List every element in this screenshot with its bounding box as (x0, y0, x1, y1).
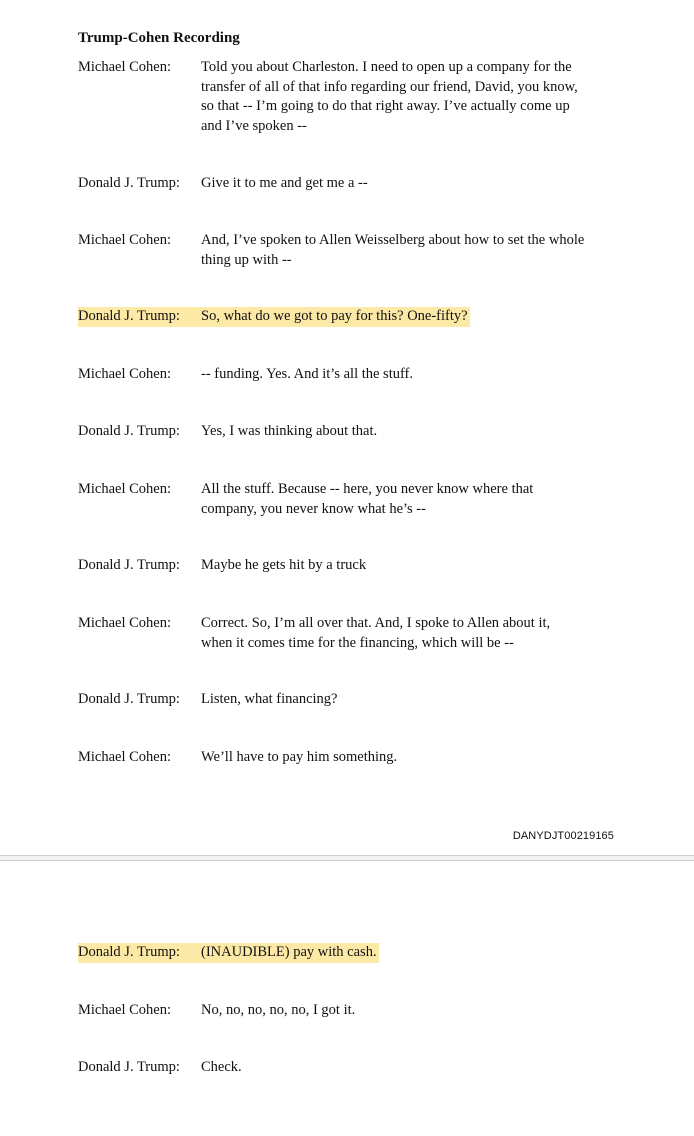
transcript-turn (78, 174, 618, 194)
utterance-line: Give it to me and get me a -- (201, 175, 368, 191)
bates-number: DANYDJT00219165 (512, 830, 614, 842)
transcript-turn (78, 1058, 618, 1078)
document-title: Trump-Cohen Recording (78, 30, 240, 46)
speaker-name: Donald J. Trump: (78, 944, 180, 960)
utterance-line: transfer of all of that info regarding our friend, David, you know, (201, 78, 578, 95)
utterance-line: and I’ve spoken -- (201, 117, 307, 134)
transcript-turn (78, 748, 618, 768)
speaker-name: Michael Cohen: (78, 59, 172, 75)
transcript-page-2 (0, 861, 694, 1136)
utterance-line: And, I’ve spoken to Allen Weisselberg about how to set the whole (201, 232, 585, 248)
speaker-name: Donald J. Trump: (78, 691, 180, 707)
utterance-line: So, what do we got to pay for this? One-fifty? (201, 308, 468, 324)
speaker-name: Michael Cohen: (78, 366, 172, 382)
utterance-line: Listen, what financing? (201, 691, 338, 707)
transcript-turn (78, 690, 618, 710)
utterance-line: so that -- I’m going to do that right away. I’ve actually come up (201, 98, 570, 114)
speaker-name: Michael Cohen: (78, 749, 172, 765)
speaker-name: Donald J. Trump: (78, 308, 180, 324)
speaker-name: Michael Cohen: (78, 615, 172, 631)
transcript-turn (78, 365, 618, 385)
transcript-turn (78, 58, 618, 136)
utterance-line: Check. (201, 1059, 242, 1075)
transcript-turn (78, 422, 618, 442)
speaker-name: Donald J. Trump: (78, 175, 180, 191)
utterance-line: Correct. So, I’m all over that. And, I spoke to Allen about it, (201, 615, 551, 631)
utterance-line: when it comes time for the financing, which will be -- (201, 634, 514, 651)
transcript-turn (78, 1001, 618, 1021)
transcript-turn (78, 614, 618, 653)
utterance-line: (INAUDIBLE) pay with cash. (201, 944, 377, 960)
transcript-turn (78, 556, 618, 576)
utterance-line: Yes, I was thinking about that. (201, 423, 378, 439)
highlighted-transcript-turn (78, 943, 379, 963)
speaker-name: Donald J. Trump: (78, 1059, 180, 1075)
utterance-line: Maybe he gets hit by a truck (201, 557, 367, 573)
speaker-name: Donald J. Trump: (78, 423, 180, 439)
highlighted-transcript-turn (78, 307, 470, 327)
utterance-line: thing up with -- (201, 251, 292, 268)
utterance-line: All the stuff. Because -- here, you never know where that (201, 481, 534, 497)
transcript-turn (78, 231, 618, 270)
speaker-name: Michael Cohen: (78, 481, 172, 497)
utterance-line: company, you never know what he’s -- (201, 500, 426, 517)
speaker-name: Donald J. Trump: (78, 557, 180, 573)
utterance-line: No, no, no, no, no, I got it. (201, 1002, 356, 1018)
speaker-name: Michael Cohen: (78, 1002, 172, 1018)
utterance-line: -- funding. Yes. And it’s all the stuff. (201, 366, 413, 382)
utterance-line: Told you about Charleston. I need to open up a company for the (201, 59, 572, 75)
speaker-name: Michael Cohen: (78, 232, 172, 248)
utterance-line: We’ll have to pay him something. (201, 749, 398, 765)
transcript-turn (78, 480, 618, 519)
